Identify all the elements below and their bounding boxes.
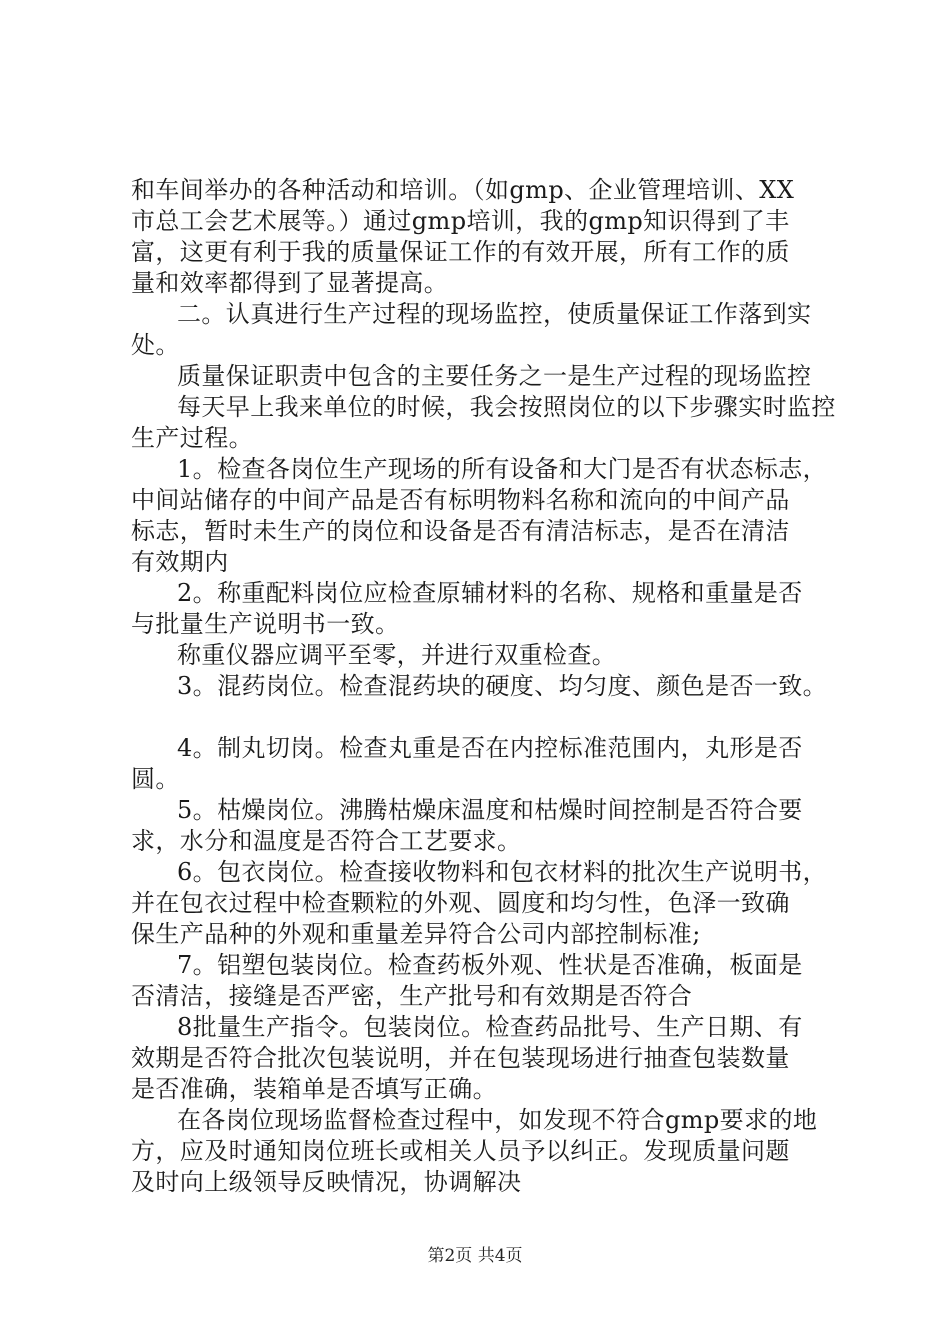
text-line: 中间站储存的中间产品是否有标明物料名称和流向的中间产品 (131, 486, 790, 514)
text-line: 并在包衣过程中检查颗粒的外观、圆度和均匀性，色泽一致确 (131, 889, 790, 917)
text-line: 求，水分和温度是否符合工艺要求。 (131, 827, 522, 855)
text-line: 每天早上我来单位的时候，我会按照岗位的以下步骤实时监控 (177, 393, 836, 421)
text-line: 生产过程。 (131, 424, 253, 452)
text-line: 否清洁，接缝是否严密，生产批号和有效期是否符合 (131, 982, 693, 1010)
text-line: 3。混药岗位。检查混药块的硬度、均匀度、颜色是否一致。 (177, 672, 828, 700)
page-number: 第2页 共4页 (427, 1246, 523, 1266)
text-line: 5。枯燥岗位。沸腾枯燥床温度和枯燥时间控制是否符合要 (177, 796, 803, 824)
text-line: 圆。 (131, 765, 180, 793)
text-line: 量和效率都得到了显著提高。 (131, 269, 449, 297)
text-line: 称重仪器应调平至零，并进行双重检查。 (177, 641, 617, 669)
text-line: 方，应及时通知岗位班长或相关人员予以纠正。发现质量问题 (131, 1137, 790, 1165)
text-line: 1。检查各岗位生产现场的所有设备和大门是否有状态标志， (177, 455, 828, 483)
text-line: 8批量生产指令。包装岗位。检查药品批号、生产日期、有 (177, 1013, 803, 1041)
text-line: 效期是否符合批次包装说明，并在包装现场进行抽查包装数量 (131, 1044, 790, 1072)
text-line: 保生产品种的外观和重量差异符合公司内部控制标准; (131, 920, 701, 948)
text-line: 2。称重配料岗位应检查原辅材料的名称、规格和重量是否 (177, 579, 803, 607)
text-line: 有效期内 (131, 548, 229, 576)
text-line: 7。铝塑包装岗位。检查药板外观、性状是否准确，板面是 (177, 951, 803, 979)
text-line: 与批量生产说明书一致。 (131, 610, 400, 638)
text-line: 市总工会艺术展等。）通过gmp培训，我的gmp知识得到了丰 (131, 207, 790, 235)
text-line: 是否准确，装箱单是否填写正确。 (131, 1075, 497, 1103)
text-line: 和车间举办的各种活动和培训。（如gmp、企业管理培训、XX (131, 176, 795, 204)
text-line: 在各岗位现场监督检查过程中，如发现不符合gmp要求的地 (177, 1106, 818, 1134)
text-line: 标志，暂时未生产的岗位和设备是否有清洁标志，是否在清洁 (131, 517, 790, 545)
text-line: 二。认真进行生产过程的现场监控，使质量保证工作落到实 (177, 300, 812, 328)
text-line: 质量保证职责中包含的主要任务之一是生产过程的现场监控 (177, 362, 812, 390)
text-line: 富，这更有利于我的质量保证工作的有效开展，所有工作的质 (131, 238, 790, 266)
text-line: 6。包衣岗位。检查接收物料和包衣材料的批次生产说明书， (177, 858, 828, 886)
text-line: 处。 (131, 331, 180, 359)
text-line: 及时向上级领导反映情况，协调解决 (131, 1168, 522, 1196)
text-line: 4。制丸切岗。检查丸重是否在内控标准范围内，丸形是否 (177, 734, 803, 762)
